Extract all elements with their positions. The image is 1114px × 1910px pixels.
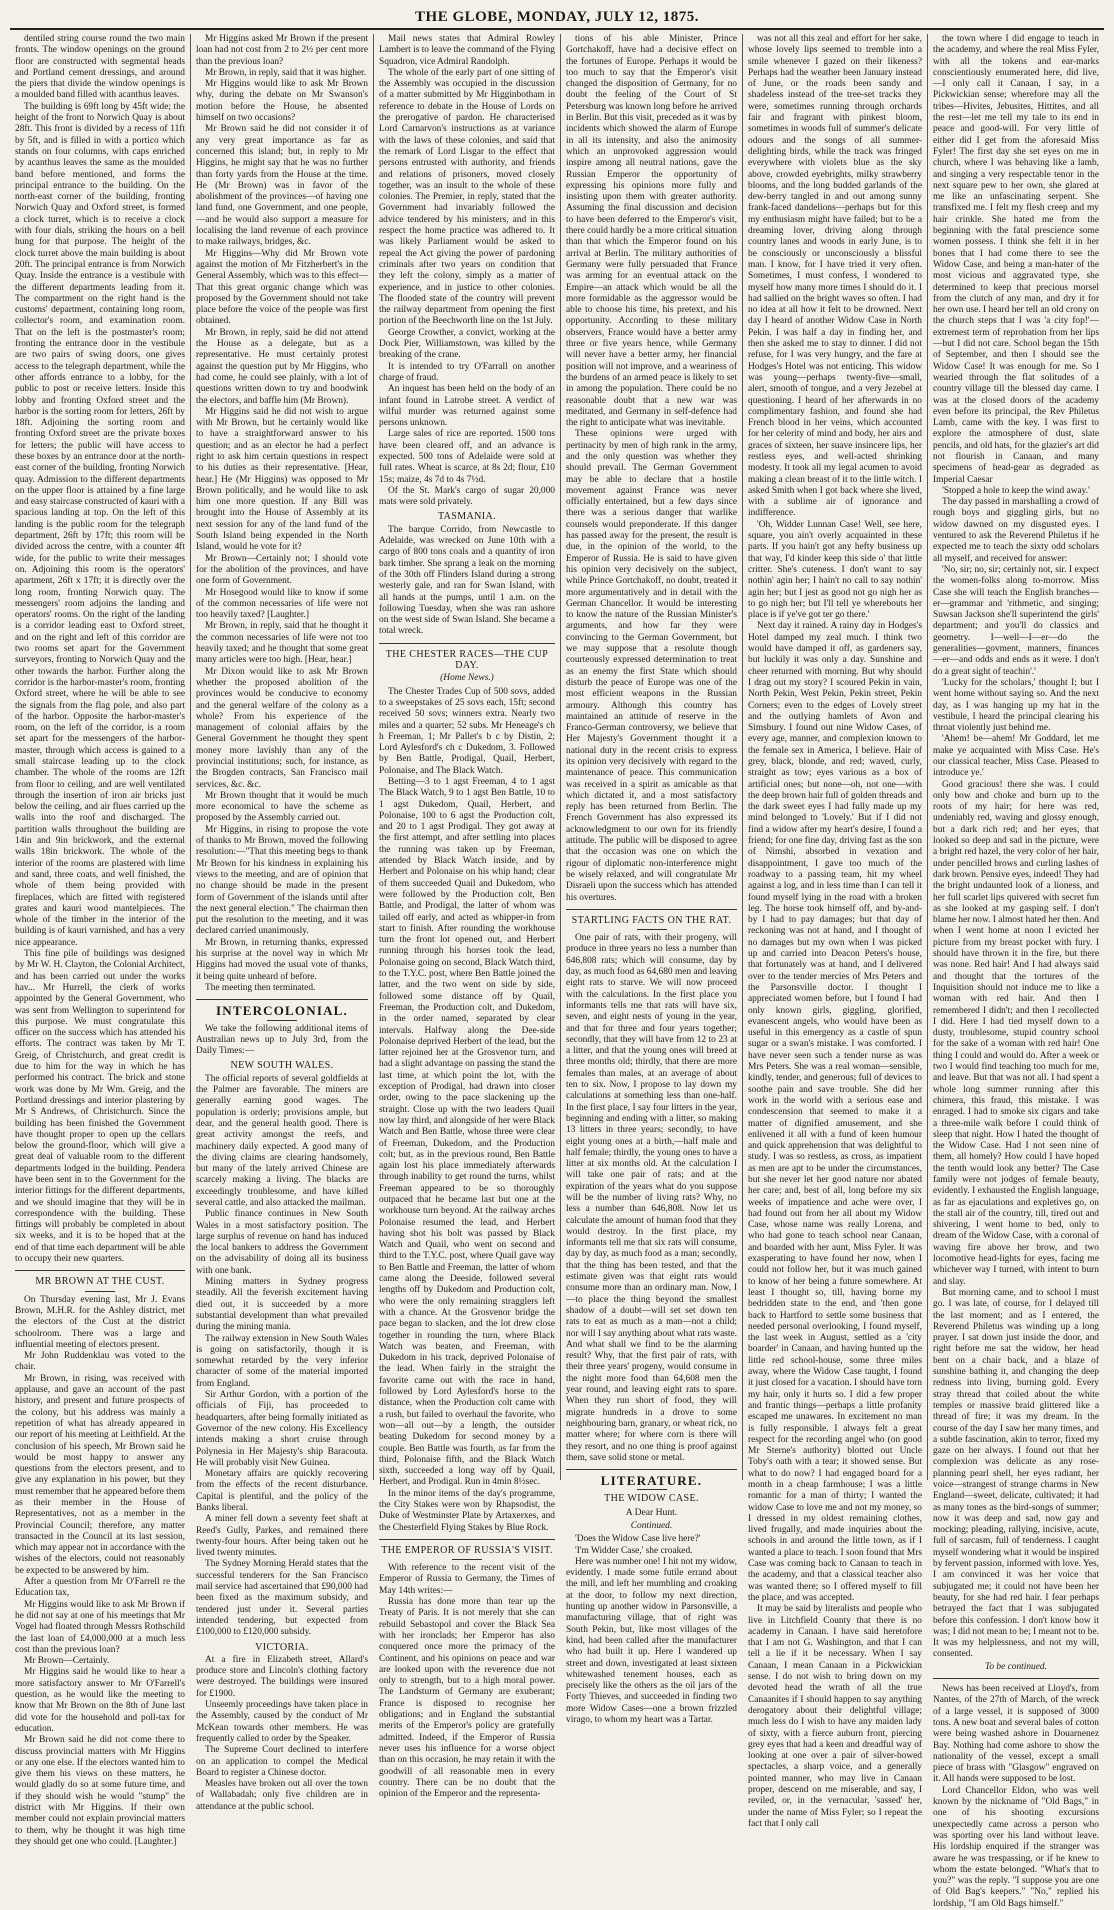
paragraph: The day passed in marshalling a crowd of rough boys and giggling girls, but no widow dawned on my disgusted eyes. I ventured to ask the Reverend Philetus if he expected me to teach the sixty odd scholars all myself, and received for answer: (933, 497, 1099, 564)
paragraph: George Crowther, a convict, working at the Dock Pier, Williamstown, was killed by the breaking of the crane. (379, 327, 555, 361)
paragraph: The railway extension in New South Wales is going on satisfactorily, though it is somewhat retarded by the very inferior character of some of the material imported from England. (196, 1333, 368, 1389)
divider (566, 909, 737, 910)
paragraph: Mail news states that Admiral Rowley Lambert is to leave the command of the Flying Squadron, vice Admiral Randolph. (379, 34, 555, 67)
paragraph: The whole of the early part of one sitting of the Assembly was occupied in the discussion of a matter submitted by Mr Higginbotham in reference to debate in the House of Lords on the prerogative of pardon. He characterised Lord Carnarvon's instructions as at variance with the laws of these colonies, and said that the remark of Lord Lisgar to the effect that persons entrusted with authority, and friends and relations of prisoners, moved closely together, was an insult to the whole of these colonies. The Premier, in reply, stated that the Government had invariably followed the advice tendered by his ministers, and in this respect the home practice was adhered to. It was likely Parliament would be asked to repeal the Act giving the power of pardoning criminals after two years on condition that they left the colony, simply as a matter of experience, and in justice to other colonies. The flooded state of the country will prevent the railway department from opening the first portion of the Beechworth line on the 1st July. (379, 67, 555, 327)
paragraph: 'Lucky for the scholars,' thought I; but I went home without saying so. And the next day, as I was hanging up my hat in the vestibule, I heard the principal clearing his throat violently just behind me. (933, 677, 1099, 734)
divider (15, 1270, 185, 1271)
paragraph: Public finance continues in New South Wales in a most satisfactory position. The large surplus of revenue on hand has induced the local bankers to address the Government on the advisability of doing all its business with one bank. (196, 1209, 368, 1276)
paragraph: Mr Higgins would like to ask Mr Brown if he did not say at one of his meetings that Mr Vogel had floated through Messrs Rothschild the last loan of £4,000,000 at a much less cost than the previous loan? (15, 1599, 185, 1655)
paragraph: tions of his able Minister, Prince Gortchakoff, have had a decisive effect on the fortunes of Europe. Perhaps it would be too much to say that the Emperor's visit changed the disposition of Germany, for no doubt the feeling of the Court of St Petersburg was known long before he arrived in Berlin. But this visit, preceded as it was by incidents which showed the alarm of Europe in all its intensity, and also the animosity which an unprovoked aggression would inspire among all neutral nations, gave the Russian Emperor the opportunity of expressing his opinions more fully and insisting upon them with greater authority. Assuming the final discussion and decision to have been deferred to the Emperor's visit, there could hardly be a more critical situation than that which the Emperor found on his arrival at Berlin. The military authorities of Germany were fully persuaded that France was arming for an eventual attack on the Empire—an attack which would be all the more formidable as the aggressor would be able to choose his time, his pretext, and his opportunity. According to these military observers, France would have a better army three or five years hence, while Germany will never have a better army, her financial position will not improve, and a weariness of the burdens of an armed peace is likely to set in among the population. There could be no reasonable doubt that a new war was meditated, and Germany in self-defence had the right to anticipate what was inevitable. (566, 34, 737, 429)
paragraph: In the minor items of the day's programme, the City Stakes were won by Rhapsodist, the Duke of Westminster Plate by Artaxerxes, and the Chesterfield Flying Stakes by Blue Rock. (379, 1488, 555, 1533)
paragraph: The Supreme Court declined to interfere on an application to compel the Medical Board to register a Chinese doctor. (196, 1745, 368, 1778)
divider (85, 1291, 115, 1292)
column-4 (560, 34, 742, 1726)
divider (379, 643, 555, 644)
divider (637, 929, 667, 930)
paragraph: Of the St. Mark's cargo of sugar 20,000 mats were sold privately. (379, 485, 555, 508)
column-3 (373, 34, 560, 1800)
paragraph: Mining matters in Sydney progress steadily. All the feverish excitement having died out, it is succeeded by a more substantial development than what prevailed during the mining mania. (196, 1277, 368, 1333)
masthead: THE GLOBE, MONDAY, JULY 12, 1875. (415, 9, 699, 25)
paragraph: 'Ahem! be—ahem! Mr Goddard, let me make ye acquainted with Miss Case. He's our classical teacher, Miss Case. Pleased to introduce ye.' (933, 734, 1099, 779)
divider (637, 1489, 667, 1490)
paragraph: At a fire in Elizabeth street, Allard's produce store and Lincoln's clothing factory were destroyed. The buildings were insured for £1900. (196, 1654, 368, 1699)
paragraph: The building is 69ft long by 45ft wide; the height of the front to Norwich Quay is about 28ft. This front is divided by a recess of 11ft by 5ft, and is filled in with a portico which stands on four columns, with caps enriched by acanthus leaves the same as the moulded band before mentioned, and forms the principal entrance to the building. On the north-east corner of the building, fronting Norwich Quay and Oxford street, is formed a clock turret, which is to receive a clock with four dials, striking the hours on a bell hung for that purpose. The height of the clock turret above the main building is about 20ft. The principal entrance is from Norwich Quay. Inside the entrance is a vestibule with the different departments leading from it. The compartment on the right hand is the customs' department, containing long room, collector's room, and examination room. That on the left is the postmaster's room; fronting the entrance door in the vestibule are two pairs of swing doors, one gives access to the telegraph department, while the other affords entrance to a lobby, for the public to post or receive letters. Inside this lobby and fronting Oxford street and the harbor is the sorting room for letters, 26ft by 18ft. Adjoining the sorting room and fronting Oxford street are the private boxes for letters; the public will have access to these boxes by an entrance door at the north-east corner of the building, fronting Norwich quay. Admission to the different departments on the upper floor is attained by a fine large and easy staircase constructed of kauri with a spacious landing at top. On the left of this landing is the public room for the telegraph department, 26ft by 17ft; this room will be divided across the centre, with a counter 4ft wide, for the public to write their messages on. Adjoining this room is the operators' apartment, 26ft x 17ft; it is directly over the long room, fronting Norwich quay. The messengers' room adjoins the landing and operators' rooms. On the right of the landing is a corridor leading east to Oxford street, and on the right and left of this corridor are two rooms set apart for the Government surveyors, fronting to Norwich Quay and the other towards the harbor. Further along the corridor is the harbor-master's room, fronting Oxford street, where he will be able to see the signals from the flag pole, and also part of the harbor. Opposite the harbor-master's room, on the left of the corridor, is a room set apart for the messengers of the harbor-master, through which access is gained to a small staircase leading up to the clock chamber. The whole of the rooms are 12ft from floor to ceiling, and are well ventilated through the insertion of iron air bricks just below the ceiling, and air flues carried up the walls into the roof and discharged. The partition walls throughout the building are 14in and 9in brickwork, and the external walls 18in brickwork. The whole of the interior of the rooms are plastered with lime and sand, three coats, and well finished, the whole of them being provided with fireplaces, which are fitted with registered grates and kauri wood mantelpieces. The whole of the timber in the interior of the building is of kauri varnished, and has a very nice appearance. (15, 101, 185, 948)
paragraph: Mr Brown, in reply, said that he thought it the common necessaries of life were not too heavily taxed; and he thought that some great many articles were too high. [Hear, hear.] (196, 621, 368, 666)
paragraph: Mr Brown—Certainly. (24, 1656, 110, 1667)
paragraph: The Sydney Morning Herald states that the successful tenderers for the San Francisco mail service had ascertained that £90,000 had been fixed as the maximum subsidy, and tendered just under it. Several parties intended tendering, but expected from £100,000 to £120,000 subsidy. (196, 1559, 368, 1638)
story-subtitle: A Dear Hunt. (625, 1506, 678, 1518)
paragraph: Mr Higgins would like to ask Mr Brown why, during the debate on Mr Swanson's motion before the House, he absented himself on two occasions? (196, 79, 368, 124)
paragraph: Next day it rained. A rainy day in Hodges's Hotel damped my zeal much. I think two would have damped it off, as gardeners say, but luckily it was only a day. Sunshine and cheer returned with morning. But why should I drag out my story? I scoured Pekin in vain, North Pekin, West Pekin, Pekin street, Pekin Corners; even to the edges of Lovely street and the outlying hamlets of Avon and Simsbury. I found out nine Widow Cases, of every age, manner, and complexion known to the female sex in America, I believe. Hair of grey, black, blonde, and red; waved, curly, straight as tow; eyes various as a box of artificial ones; but none—oh, not one—with the deep brown hair full of golden threads and the dark sweet eyes I had fully made up my mind belonged to 'Lovely.' But if I did not find a widow after my heart's desire, I found a friend; for one fine day, driving fast as the son of Nimshi, absorbed in vexation and disappointment, I gave too much of the roadway to a passing team, hit my wheel against a log, and in less time than I can tell it found myself lying in the road with a broken leg. The horse took himself off, and by-and-by I had to pay damages; but that day of reckoning was not at hand, and I thought of no damages but my own when I was picked up and carried into Deacon Peters's house, that fortunately was at hand, and I delivered over to the tender mercies of Mrs Peters and the Parsonsville doctor. I thought I appreciated women before, but I found I had only known girls, giggling, glorified, evanescent angels, who would have been as useful in this emergency as a castle of spun sugar or a swan's mistake. I was comforted. I have never seen such a tender nurse as was Mrs Peters. She was a real woman—sensible, kindly, tender, and generous; full of devices to soothe pain and save trouble. She did her work in the world with a serious ease and condescension that seemed to make it a matter of dignified amusement, and she enlivened it all with a fund of keen humour and quick apprehension that was delightful to study. I was so restless, as cross, as impatient as men are apt to be under the circumstances, but she never let her good nature nor abated her care; and, best of all, long before my six weeks of impatience and ache were over, I had found out from her all about my Widow Case, whose name was really Lorena, and who had gone to teach school near Canaan, and boarded with her aunt, Miss Fyler. It was exasperating to have found her now, when I could not follow her, but it was much gained to know of her being a future somewhere. At least I thought so, till, having borne my bedridden state to the end, and 'then gone back to Hartford to settle some business that needed personal overlooking, I found myself, the last week in August, settled as a 'city boarder' in Canaan, and having hunted up the little red school-house, some three miles away, where the Widow Case taught, I found it just closed for a vacation. I should have torn my hair, only it hurts so. I did a few proper and frantic things—perhaps a little profanity escaped me unawares. In excitement no man is fully responsible. I always felt a great respect for the recording angel who (on good Mr Sterne's authority) blotted out Uncle Toby's oath with a tear; it showed sense. But what to do now? I had engaged board for a month in a cheap farmhouse; I was a little romantic for a man of thirty; I wanted the widow Case to love me and not my money, so I dressed in my oldest remaining clothes, lived frugally, and made inquiries about the schools in and around the little town, as if I wanted a place to teach. I soon found that Mrs Case was coming back to Canaan to teach in the academy, and that a classical teacher also was wanted there; so I offered myself to fill the place, and was accepted. (748, 621, 922, 1603)
paragraph: Mr Brown, in reply, said he did not attend the House as a delegate, but as a representative. He must certainly protest against the question put by Mr Higgins, who had come, he could see plainly, with a lot of questions written down to try and hoodwink the electors, and baffle him (Mr Brown). (196, 327, 368, 406)
paragraph: But morning came, and to school I must go. I was late, of course, for I delayed till the last moment; and as I entered, the Reverend Philetus was winding up a long prayer. I sat down just inside the door, and right before me sat the widow, her head bent on a chair back, and a blaze of sunshine bathing it, and changing the deep redness into living, burning gold. Every stray thread that coiled about the white temples or massive braid glittered like a thread of fire; it was my dream. In the course of the day I saw her many times, and a subtle fascination, akin to terror, fixed my gaze on her always. I found out that her complexion was delicate as any rose-planning pearl shell, her eyes radiant, her voice—strangest of strange charms in New England—sweet, delicate, cultivated; it had as many tones as the bird-songs of summer; now it was deep and sad, now gay and mocking; pleading, rallying, incisive, acute, full of sarcasm, full of tenderness. I caught myself wondering what it would be inspired by fervent passion, informed with love. Yes, I am convinced it was her voice that subjugated me; it could not have been her beauty, for she had red hair. I fear perhaps betrayed the fact that I was subjugated before this confession. I don't know how it was; I did not mean to be; I meant not to be. It was my helplessness, and not my will, consented. (933, 1287, 1099, 1660)
paragraph: dentiled string course round the two main fronts. The window openings on the ground floor are constructed with segmental heads and Portland cement dressings, and around the piers that divide the window openings is a moulded band filled with acanthus leaves. (15, 34, 185, 101)
paragraph: Mr John Ruddenklau was voted to the chair. (15, 1351, 185, 1373)
paragraph: One pair of rats, with their progeny, will produce in three years no less a number than 646,808 rats; which will consume, day by day, as much food as 64,680 men and leaving eight rats to starve. We will now proceed with the calculations. In the first place you informants tells me that rats will have six, seven, and eight nests of young in the year, and that for three and four years together; secondly, that they will have from 12 to 23 at a litter, and that the young ones will breed at three months old; thirdly, that there are more females than males, at an average of about ten to six. Now, I propose to lay down my calculations at something less than one-half. In the first place, I say four litters in the year, beginning and ending with a litter, so making 13 litters in three years; secondly, to have eight young ones at a birth,—half male and half female; thirdly, the young ones to have a litter at six months old. At the calculation I will take one pair of rats; and at the expiration of the years what do you suppose will be the number of living rats? Why, no less a number than 646,808. Now let us calculate the amount of human food that they would destroy. In the first place, my informants tell me that six rats will consume, day by day, as much food as a man; secondly, that the thing has been tested, and that the estimate given was that eight rats would consume more than an ordinary man. Now, I—to place the thing beyond the smallest shadow of a doubt—will set set down ten rats to eat as much as a man—not a child; nor will I say anything about what rats waste. And what shall we find to be the alarming result? Why, that the first pair of rats, with their three years' progeny, would consume in the night more food than 64,608 men the year round, and leaving eight rats to spare. When they run short of food, they will migrate hundreds in a drove to some neighbouring barn, granary, or wheat rick, no matter where; for where corn is there will they resort, and no one thing is proof against them, save solid stone or metal. (566, 933, 737, 1463)
subsection-heading: TASMANIA. (437, 511, 497, 523)
story-title: THE WIDOW CASE. (604, 1493, 699, 1505)
paragraph: Mr Higgins—Why did Mr Brown vote against the motion of Mr Fitzherbert's in the General Assembly, which was to this effect—That this great organic change which was proposed by the Government should not take place before the voice of the people was first obtained. (196, 248, 368, 327)
paragraph: Mr Brown said he did not come there to discuss provincial matters with Mr Higgins or any one else. If the electors wanted him to give them his views on these matters, he would gladly do so at some future time, and if they should wish he would "stump" the district with Mr Higgins. If their own member could not explain provincial matters to them, why he thought it was high time they should get one who could. [Laughter.] (15, 1735, 185, 1847)
section-heading: INTERCOLONIAL. (215, 1003, 349, 1019)
paragraph: The barque Corrido, from Newcastle to Adelaide, was wrecked on June 10th with a cargo of 800 tons coals and a quantity of iron bark timber. She sprang a leak on the morning of the 30th off Flinders Island during a strong westerly gale, and ran for Swan Island, with all hands at the pumps, until 1 a.m. on the following Tuesday, when she was ran ashore on the west side of Swan Island. She became a total wreck. (379, 524, 555, 637)
paragraph: With reference to the recent visit of the Emperor of Russia to Germany, the Times of May 14th writes:— (379, 1563, 555, 1596)
paragraph: Mr Brown thought that it would be much more economical to have the scheme as proposed by the Assembly carried out. (196, 790, 368, 824)
paragraph: Mr Hosegood would like to know if some of the common necessaries of life were not too heavily taxed? [Laughter.] (196, 587, 368, 621)
divider (933, 1678, 1099, 1679)
paragraph: Monetary affairs are quickly recovering from the effects of the recent disturbance. Capital is plentiful, and the policy of the Banks liberal. (196, 1469, 368, 1513)
divider (379, 1539, 555, 1540)
column-5 (742, 34, 927, 1829)
paragraph: Lord Chancellor Eldon, who was well known by the nickname of "Old Bags," in one of his shooting excursions unexpectedly came across a person who was sporting over his land without leave. His lordship enquired if the stranger was aware he was trespassing, or if he knew to whom the estate belonged. "What's that to you?" was the reply. "I suppose you are one of Old Bag's keepers." "No," replied his lordship, "I am Old Bags himself." (933, 1785, 1099, 1909)
divider (267, 1020, 297, 1021)
paragraph: 'Oh, Widder Lunnan Case! Well, see here, square, you ain't overly acquainted in these parts. If you hain't got any hefty business up that way, I'd kinder keep this side o' that little critter. She's cuteness. I don't want to say nothin' agin her; I hain't no call to say nothin' agin her; but I jest as good not go nigh her as to go nigh her; but I'll tell ye wherebouts her place is if ye've got ter go there.' (748, 519, 922, 621)
subsection-heading: NEW SOUTH WALES. (230, 1060, 334, 1072)
paragraph: After a question from Mr O'Farrell re the Education tax, (15, 1577, 185, 1599)
paragraph: Mr Higgins asked Mr Brown if the present loan had not cost from 2 to 2½ per cent more than the previous loan? (196, 34, 368, 67)
paragraph: Here was number one! I hit not my widow, evidently. I made some futile errand about the mill, and left her mumbling and croaking at the door, to follow my next direction, hunting up another widow in Parsonsville, a manufacturing village, that of right was South Pekin, but, like most villages of the kind, had been called after the manufacturer who had built it up. Here I wandered up street and down, investigated at least sixteen whitewashed tenement houses, each as precisely like the others as the oil jars of the Forty Thieves, and succeeded in finding two more Widow Cases—one a brown frizzled virago, to whom my heart was a Tartar. (566, 1556, 737, 1726)
paragraph: The meeting then terminated. (205, 982, 316, 993)
paragraph: On Thursday evening last, Mr J. Evans Brown, M.H.R. for the Ashley district, met the electors of the Cust at the district schoolroom. There was a large and influential meeting of electors present. (15, 1294, 185, 1350)
paragraph: These opinions were urged with pertinacity by men of high rank in the army, and the only question was whether they should prevail. The German Government may be able to declare that a hostile movement against France was never officially entertained, but a few days since there was a serious danger that warlike counsels would preponderate. If this danger has passed away for the present, the result is due, in the opinion of the world, to the Emperor of Russia. He is said to have given his opinion very decisively on the subject, while Prince Gortchakoff, no doubt, treated it more argumentatively and in detail with the German Chancellor. It would be interesting to know the nature of the Russian Minister's arguments, and how far they were convincing to the German Government, but we may suppose that a resolute though courteously expressed determination to treat as an enemy the first State which should disturb the peace of Europe was one of the most efficient weapons in the Russian armoury. Although this country has maintained an attitude of reserve in the Franco-German controversy, we believe that Her Majesty's Government thought it a national duty in the recent crisis to express its opinion very decisively with regard to the maintenance of peace. This communication was received in a spirit as amicable as that which dictated it, and a most satisfactory reply has been returned from Berlin. The French Government has also expressed its acknowledgment to our own for its friendly attitude. The public will be disposed to agree that the occasion was one on which the rigour of diplomatic non-interference might be wisely relaxed, and will congratulate Mr Disraeli upon the success which has attended his overtures. (566, 429, 737, 903)
paragraph: Mr Brown—Certainly not; I should vote for the abolition of the provinces, and have one form of Government. (196, 553, 368, 587)
paragraph: Mr Brown, in returning thanks, expressed his surprise at the novel way in which Mr Higgins had moved the usual vote of thanks, it being quite unheard of before. (196, 937, 368, 982)
columns (10, 34, 1104, 1909)
section-heading: LITERATURE. (600, 1473, 703, 1489)
subsection-heading: VICTORIA. (255, 1641, 309, 1653)
article-source: (Home News.) (440, 673, 494, 684)
paragraph: Good gracious! there she was. I could only bow and choke and burn up to the roots of my hair; for here was red, undeniably red, waving and glossy enough, but a dark rich red; and her eyes, that looked so deep and sad in the picture, were a bright red hazel, the very color of her hair, under pencilled brows and curling lashes of dark brown. Pensive eyes, indeed! They had the bright undaunted look of a lioness, and her full scarlet lips quivered with secret fun as she looked at my gasping self. I don't blame her now. I almost hated her then. And when I went home at noon I evicted her picture from my breast pocket with fury. I should have thrown it in the fire, but there was none. Red hair! And I had always said and thought that the tortures of the Inquisition should not induce me to like a woman with red hair. And then I remembered I didn't; and then I recollected I did. Here I had tied myself down to a dusty, troublesome, stupid country school for the sake of a woman with red hair! One thing I could and would do. After a week or two I would find teaching too much for me, and leave. But that was not all. I had spent a whole long summer running after this chimera, this fraud, this mistake. I was enraged. I had to smoke six cigars and take a three-mile walk before I could think of sleep that night. How I hated the thought of the Widow Case. Had I not seen nine of them, all homely? How could I have hoped the tenth would look any better? The Case family were not jodges of female beauty, evidently. I exhausted the English language, as far as ejaculations and expletives go, on the stall air of the country, till, tired out and shivering, I went home to bed, only to dream of the Widow Case, with a coronal of waving fire above her brow, and two locomotive head-lights for eyes, facing me whichever way I turned, with intent to burn and slay. (933, 779, 1100, 1287)
divider (566, 1469, 737, 1470)
paragraph: Mr Brown, in reply, said that it was higher. (205, 67, 367, 78)
paragraph: Sir Arthur Gordon, with a portion of the officials of Fiji, has proceeded to headquarters, after being formally initiated as Governor of the new colony. His Excellency intends making a short cruise through Polynesia in Her Majesty's ship Baracouta. He will probably visit New Guinea. (196, 1390, 368, 1468)
paragraph: the town where I did engage to teach in the academy, and where the real Miss Fyler, with all the tokens and ear-marks conscientiously enumerated here, did live,—I only call it Canaan, I say, in a Pickwickian sense; wherefore may all the tribes—Hivites, Jebusites, Hittites, and all the rest—let me tell my tale to its end in peace and good-will. For very little of either did I get from the aforesaid Miss Fyler! The first day she set eyes on me in church, where I was behaving like a lamb, and singing a very respectable tenor in the next square pew to her own, she glared at me like an unfascinating serpent. She transfixed me. I felt my flesh creep and my hair crinkle. She hated me from the beginning with the fatal prescience some women possess. I think she felt it in her bones that I had come there to see the Widow Case, and being a man-hater of the most vicious and aggravated type, she determined to keep that precious morsel from the clutch of any man, and dry it for her own use. I heard her tell an old crony on the church steps that I was 'a city fop!'—extremest term of reprobation from her lips—but I did not care. School began the 15th of September, and then I should see the Widow Case! It was enough for me. So I wearied through the flat solitudes of a country village till the blessed day came. I was at the closed doors of the academy even before its principal, the Rev Philetus Lamb, came with the key. I was first to explore the atmosphere of dust, slate pencils, and old hats, for the glazier's art did not flourish in Canaan, and many specimens of head-gear as degraded as Imperial Caesar (933, 34, 1099, 485)
column-2 (190, 34, 373, 1812)
paragraph: It is intended to try O'Farrall on another charge of fraud. (379, 361, 555, 383)
paragraph: Mr Dixon would like to ask Mr Brown whether the proposed abolition of the provinces would be conducive to economy and the general welfare of the colony as a whole? From his experience of the management of colonial affairs by the General Government he thought they spent money more lavishly than any of the provincial institutions; such, for instance, as the Brogden contracts, San Francisco mail services, &c. &c. (196, 666, 368, 790)
paragraph: Russia has done more than tear up the Treaty of Paris. It is not merely that she can rebuild Sebastopol and cover the Black Sea with her ironclads; her Emperor has also conquered once more the primacy of the Continent, and his opinions on peace and war are looked upon with the reverence due not only to strength, but to a high moral power. The Landsturm of Germany are exuberant; France is disposed to recognise her obligations; and in England the substantial merits of the Emperor's policy are gratefully admitted. Indeed, if the Emperor of Russia never uses his influence for a worse object than on this occasion, he may retain it with the goodwill of all reasonable men in every country. There can be no doubt that the opinion of the Emperor and the representa- (379, 1597, 555, 1800)
article-heading: THE EMPEROR OF RUSSIA'S VISIT. (381, 1544, 553, 1556)
paragraph: 'I'm Widder Case,' she croaked. (575, 1545, 693, 1556)
paragraph: An inquest has been held on the body of an infant found in Latrobe street. A verdict of wilful murder was returned against some persons unknown. (379, 384, 555, 429)
paragraph: Mr Higgins said he did not wish to argue with Mr Brown, but he certainly would like to have a straightforward answer to his question; and as an elector he had a perfect right to ask him certain questions in respect to his duties as their representative. [Hear, hear.] He (Mr Higgins) was opposed to Mr Brown politically, and he would like to ask him one more question. If any Bill was brought into the House of Assembly at its next session for any of the land fund of the South Island being expended in the North Island, would he vote for it? (196, 406, 368, 553)
paragraph: News has been received at Lloyd's, from Nantes, of the 27th of March, of the wreck of a large vessel, it is supposed of 3000 tons. A new boat and several bales of cotton were being washed ashore in Douarnenez Bay. Nothing had come ashore to show the nationality of the vessel, except a small piece of brass with "Glasgow" engraved on it. All hands were supposed to be lost. (933, 1684, 1099, 1785)
paragraph: The official reports of several goldfields at the Palmer are favorable. The miners are generally earning good wages. The population is orderly; provisions ample, but dear, and the general health good. There is great activity amongst the reefs, and machinery daily expected. A good many of the diving claims are clearing handsomely, but many of the lately arrived Chinese are scarcely making a living. The blacks are exceedingly troublesome, and have killed several cattle, and also attacked the mailman. (196, 1073, 368, 1208)
paragraph: 'Does the Widow Case live here?' (575, 1534, 701, 1545)
paragraph: We take the following additional items of Australian news up to July 3rd, from the Daily Times:— (196, 1023, 368, 1057)
column-1 (10, 34, 190, 1847)
paragraph: Mr Brown, in rising, was received with applause, and gave an account of the past history, and present and future prospects of the colony, but his address was mainly a repetition of what has already appeared in our report of his meeting at Leithfield. At the conclusion of his speech, Mr Brown said he would be most happy to answer any questions from the electors present, and to give any explanation in his power, but they must remember that he appeared before them as their member in the House of Representatives, not as a member in the Provincial Council; therefore, any matter transacted in the Council at its last session, which may appear not in accordance with the wishes of the electors, could not reasonably be expected to be answered by him. (15, 1373, 185, 1576)
continued-label: To be continued. (985, 1661, 1047, 1672)
paragraph: Mr Brown said he did not consider it of any very great importance as far as concerned this island; but, in reply to Mr Higgins, he might say that he was no further than forty yards from the House at the time. He (Mr Brown) was in favor of the abolishment of the provinces—of having one land fund, one Government, and one people, —and he would also support a measure for localising the land revenue of each province to make railways, bridges, &c. (196, 124, 368, 248)
paragraph: Mr Higgins, in rising to propose the vote of thanks to Mr Brown, moved the following resolution:—"That this meeting begs to thank Mr Brown for his kindness in explaining his views to the meeting, and are of opinion that no change should be made in the present form of Government of the islands until after the next general election." The chairman then put the resolution to the meeting, and it was declared carried unanimously. (196, 824, 368, 937)
paragraph: Betting—3 to 1 agst Freeman, 4 to 1 agst The Black Watch, 9 to 1 agst Ben Battle, 10 to 1 agst Dukedom, Quail, Herbert, and Polonaise, 100 to 6 agst the Production colt, and 20 to 1 agst Prodigal. They got away at the first attempt, and after settling into places the running was taken up by Freeman, attended by Black Watch inside, and by Herbert and Polonaise on his whip hand; clear of them succeeded Quail and Dukedom, who were followed by the Production colt, Ben Battle, and Prodigal, the latter of whom was tailed off early, and acted as whipper-in from start to finish. After rounding the workhouse turn the front lot opened out, and Herbert running through his horses took the lead, Polonaise going on second, Black Watch third, to the T.Y.C. post, where Ben Battle joined the latter, and the two went on side by side, followed some distance off by Quail, Freeman, the Production colt, and Dukedom, in the order named, separated by clear intervals. Halfway along the Dee-side Polonaise deprived Herbert of the lead, but the latter rejoined her at the Grosvenor turn, and had a slight advantage on passing the stand the last time, at which point the lot, with the exception of Prodigal, had drawn into closer order, owing to the pace slackening up the straight. Close up with the two leaders Quail now lay third, and alongside of her were Black Watch and Ben Battle, whose three were clear of Freeman, Dukedom, and the Production colt; but, as in the previous round, Ben Battle again lost his place immediately afterwards through inability to get round the turns, whilst Freeman appeared to be so thoroughly outpaced that he became last but one at the workhouse turn beyond. At the railway arches Polonaise resumed the lead, and Herbert having shot his bolt was passed by Black Watch and Quail, who went on second and third to the T.Y.C. post, where Quail gave way to Ben Battle and Freeman, the latter of whom came along the Deeside, followed several lengths off by Dukedom and Production colt, who were the only remaining stragglers left with a chance. At the Grosvenor bridge the pace began to slacken, and the lot drew close together in rounding the turn, where Black Watch was beaten, and Freeman, with Dukedom in his track, deprived Polonaise of the lead. When fairly in the straight the favorite came out with the race in hand, followed by Lord Aylesford's horse to the distance, when the Production colt came with a rush, but failed to overhaul the favorite, who won—all out—by a length, the outsider beating Dukedom for second money by a couple. Ben Battle was fourth, as far from the third, Polonaise fifth, and the Black Watch sixth, succeeded a long way off by Quail, Herbert, and Prodigal. Run in 4min 8½sec. (379, 777, 555, 1488)
paragraph: Mr Higgins said he would like to hear a more satisfactory answer to Mr O'Farrell's question, as he would like the meeting to know that Mr Brown on the 8th of June last did vote for the household and poll-tax for education. (15, 1667, 185, 1734)
quote-line: 'Stopped a hole to keep the wind away.' (942, 485, 1090, 496)
paragraph: This fine pile of buildings was designed by Mr W. H. Clayton, the Colonial Architect, and has been carried out under the works hav... Mr Hurrell, the clerk of works appointed by the General Government, who was sent from Wellington to superintend for this purpose. We must congratulate this officer on the success which has attended his efforts. The contract was taken by Mr T. Greig, of Christchurch, and great credit is due to him for the way in which he has performed his contract. The brick and stone work was done by Mr Wm. Greig, and the Portland dressings and interior plastering by Mr S Andrews, of Christchurch. Since the building has been finished the Government have thought proper to open up the cellars below the ground-floor, which will give a great deal of valuable room to the different departments lodged in the building. Pendera have been sent in to the Government for the interior fittings for the different departments, and we should imagine that they will be in correspondence with the building. These fittings will probably be completed in about six weeks, and it is to be hoped that at the end of that time each department will be able to occupy their new quarters. (15, 949, 185, 1265)
paragraph: 'No, sir; no, sir; certainly not, sir. I expect the women-folks along to-morrow. Miss Case she will teach the English branches—er—grammar and 'rithmetic, and singing; Suwsan Jackson she'll superintend the girls' department; and you'll do classics and geometry. I—well—I—er—do the generalities—govment, manners, finances—er—and odds and ends as it were. I don't do a great sight of teachin'.' (933, 564, 1099, 677)
article-heading: THE CHESTER RACES—THE CUP DAY. (385, 648, 549, 672)
paragraph: Large sales of rice are reported. 1500 tons have been cleared off, and an advance is expected. 500 tons of Adelaide were sold at full rates. Wheat is scarce, at 8s 2d; flour, £10 15s; maize, 4s 7d to 4s 7½d. (379, 429, 555, 485)
paragraph: Unseemly proceedings have taken place in the Assembly, caused by the conduct of Mr McKean towards other members. He was frequently called to order by the Speaker. (196, 1700, 368, 1744)
column-6 (927, 34, 1104, 1909)
paragraph: A miner fell down a seventy feet shaft at Reed's Gully, Parkes, and remained there twenty-four hours. After being taken out he lived twenty minutes. (196, 1514, 368, 1559)
divider (452, 1559, 482, 1560)
paragraph: It may be said by literalists and people who live in Litchfield County that there is no academy in Canaan. I have said heretofore that I am not G. Washington, and that I can tell a lie if it be necessary. When I say Canaan, I mean Canaan in a Pickwickian sense. I do not wish to bring down on my devoted head the wrath of all the true Canaanites if I should happen to say anything derogatory about their delightful village; much less do I wish to have any maiden lady of sixty, with a fierce auburn front, piercing grey eyes that had a keen and dreadful way of looking at one over a pair of silver-bowed spectacles, a sharp voice, and a generally pointed manner, who may live in Canaan proper, descend on me miserable, and say, I reviled, or, in the vernacular, 'sassed' her, under the name of Miss Fyler; so I repeat the fact that I only call (748, 1604, 922, 1829)
divider (196, 999, 368, 1000)
article-heading: STARTLING FACTS ON THE RAT. (571, 914, 732, 926)
paragraph: was not all this zeal and effort for her sake, whose lovely lips seemed to tremble into a smile whenever I gazed on their likeness? Perhaps had the weather been January instead of June, or the roads been sandy and shadeless instead of the tree-set tracks they were, sometimes running through orchards fair and fragrant with pinkest bloom, sometimes in woods full of summer's delicate odours and the songs of all summer-delighting birds, while the track was fringed everywhere with violets blue as the sky above, crowded eyebrights, milky strawberry blooms, and the long budded garlands of the dew-berry tangled in and out among sunny frank-faced dandelions—perhaps but for this my enthusiasm might have failed; but to be a dreaming lover, driving along through country lanes and woods in early June, is to be consciously or unconsciously a blissful man. I know, for I have tried it very often. Sometimes, I must confess, I wondered to myself how many more times I should do it. I had sallied on the bright waves so often. I had no idea at all how it felt to be drowned. Next day I heard of another Widow Case in North Pekin. I was half a day in finding her, and then she asked me to stay to dinner. I did not refuse, for I was very hungry, and the fare at Hodges's Hotel was not enticing. This widow was young—perhaps twenty-five—small, alert, smooth of tongue, and a very Jezebel at questioning. I heard of her afterwards in no complimentary fashion, and found she had French blood in her veins, which accounted for her celerity of mind and body, her airs and graces of sixteen, her suave insincere lips, her restless eyes, and well-acted shrinking modesty. It took all my legal acumen to avoid making a clean breast of it to the little witch. I asked Smith when I got back where she lived, with a sublime air of ignorance and indifference. (748, 34, 922, 519)
masthead-rule (10, 28, 1104, 30)
paragraph: Measles have broken out all over the town of Wallabadah; only five children are in attendance at the public school. (196, 1779, 368, 1812)
article-heading: MR BROWN AT THE CUST. (35, 1276, 165, 1288)
paragraph: The Chester Trades Cup of 500 sovs, added to a sweepstakes of 25 sovs each, 15ft; second received 50 sovs; winners extra. Nearly two miles and a quarter; 52 subs. Mr Heneage's ch h Freeman, 1; Mr Pallet's b c by Distin, 2; Lord Aylesford's ch c Dukedom, 3. Followed by Ben Battle, Prodigal, Quail, Herbert, Polonaise, and The Black Watch. (379, 686, 555, 776)
continued-label: Continued. (630, 1521, 673, 1531)
